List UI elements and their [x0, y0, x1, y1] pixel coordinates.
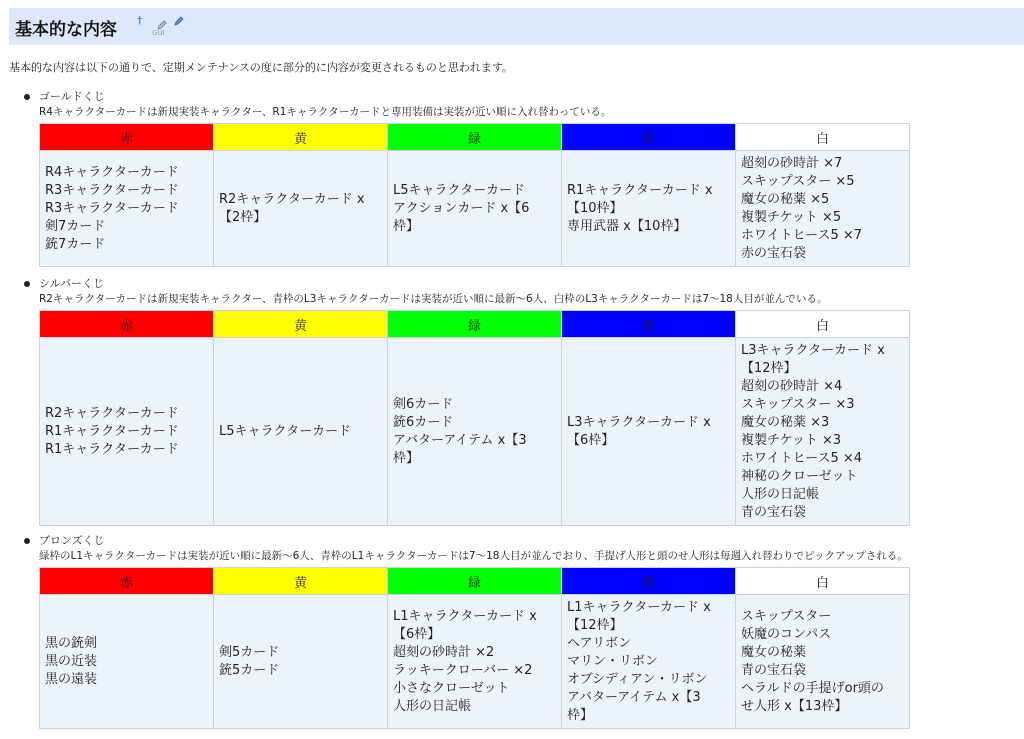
cell-red: 黒の銃剣 黒の近装 黒の遠装 — [40, 595, 214, 729]
table-header-row — [40, 311, 910, 338]
page-title: 基本的な内容 — [15, 20, 117, 40]
bullet-icon — [24, 94, 30, 100]
cell-white: L3キャラクターカード x 【12枠】 超刻の砂時計 ×4 スキップスター ×3 魔女の秘薬 ×3 複製チケット ×3 ホワイトヒース5 ×4 神秘のクローゼット 人形の日記帳 青の宝石袋 — [736, 338, 910, 526]
header-green: 緑 — [388, 124, 562, 151]
cell-green: L5キャラクターカード アクションカード x【6 枠】 — [388, 151, 562, 267]
header-red: 赤 — [40, 568, 214, 595]
anchor-link[interactable]: † — [137, 14, 143, 27]
cell-white: 超刻の砂時計 ×7 スキップスター ×5 魔女の秘薬 ×5 複製チケット ×5 ホワイトヒース5 ×7 赤の宝石袋 — [736, 151, 910, 267]
cell-green: L1キャラクターカード x 【6枠】 超刻の砂時計 ×2 ラッキークローバー ×2 小さなクローゼット 人形の日記帳 — [388, 595, 562, 729]
cell-yellow: 剣5カード 銃5カード — [214, 595, 388, 729]
section-heading — [9, 8, 1024, 45]
table-header-row — [40, 124, 910, 151]
cell-red: R2キャラクターカード R1キャラクターカード R1キャラクターカード — [40, 338, 214, 526]
cell-blue: L1キャラクターカード x 【12枠】 ヘアリボン マリン・リボン オブシディアン・リボン アバターアイテム x【3 枠】 — [562, 595, 736, 729]
header-blue: 青 — [562, 124, 736, 151]
cell-blue: R1キャラクターカード x 【10枠】 専用武器 x【10枠】 — [562, 151, 736, 267]
header-white: 白 — [736, 311, 910, 338]
header-blue: 青 — [562, 568, 736, 595]
header-green: 緑 — [388, 311, 562, 338]
header-white: 白 — [736, 124, 910, 151]
lottery-table-silver — [39, 310, 910, 526]
section-desc-bronze: 緑枠のL1キャラクターカードは実装が近い順に最新〜6人、青枠のL1キャラクターカードは7〜18人目が並んでおり、手提げ人形と頭のせ人形は毎週入れ替わりでピックアップされる。 — [39, 550, 908, 562]
lottery-table-bronze — [39, 567, 910, 729]
lottery-table-gold — [39, 123, 910, 267]
section-title-bronze: ブロンズくじ — [39, 534, 105, 547]
section-desc-silver: R2キャラクターカードは新規実装キャラクター、青枠のL3キャラクターカードは実装が近い順に最新〜6人、白枠のL3キャラクターカードは7〜18人目が並んでいる。 — [39, 293, 828, 305]
section-desc-gold: R4キャラクターカードは新規実装キャラクター、R1キャラクターカードと専用装備は実装が近い順に入れ替わっている。 — [39, 106, 612, 118]
table-row — [40, 338, 910, 526]
header-yellow: 黄 — [214, 311, 388, 338]
intro-text: 基本的な内容は以下の通りで、定期メンテナンスの度に部分的に内容が変更されるものと思われます。 — [9, 61, 514, 74]
header-red: 赤 — [40, 311, 214, 338]
section-title-silver: シルバーくじ — [39, 277, 104, 290]
table-row — [40, 151, 910, 267]
header-green: 緑 — [388, 568, 562, 595]
cell-yellow: L5キャラクターカード — [214, 338, 388, 526]
edit-pencil-icon[interactable] — [173, 15, 185, 27]
gui-label: GUI — [152, 29, 165, 37]
cell-red: R4キャラクターカード R3キャラクターカード R3キャラクターカード 剣7カード 銃7カード — [40, 151, 214, 267]
header-red: 赤 — [40, 124, 214, 151]
bullet-icon — [24, 538, 30, 544]
table-header-row — [40, 568, 910, 595]
header-blue: 青 — [562, 311, 736, 338]
table-row — [40, 595, 910, 729]
section-title-gold: ゴールドくじ — [39, 90, 105, 103]
cell-white: スキップスター 妖魔のコンパス 魔女の秘薬 青の宝石袋 ヘラルドの手提げor頭の せ人形 x【13枠】 — [736, 595, 910, 729]
pencil-icon — [156, 19, 168, 31]
header-yellow: 黄 — [214, 124, 388, 151]
cell-blue: L3キャラクターカード x 【6枠】 — [562, 338, 736, 526]
bullet-icon — [24, 281, 30, 287]
header-yellow: 黄 — [214, 568, 388, 595]
cell-yellow: R2キャラクターカード x 【2枠】 — [214, 151, 388, 267]
cell-green: 剣6カード 銃6カード アバターアイテム x【3 枠】 — [388, 338, 562, 526]
header-white: 白 — [736, 568, 910, 595]
